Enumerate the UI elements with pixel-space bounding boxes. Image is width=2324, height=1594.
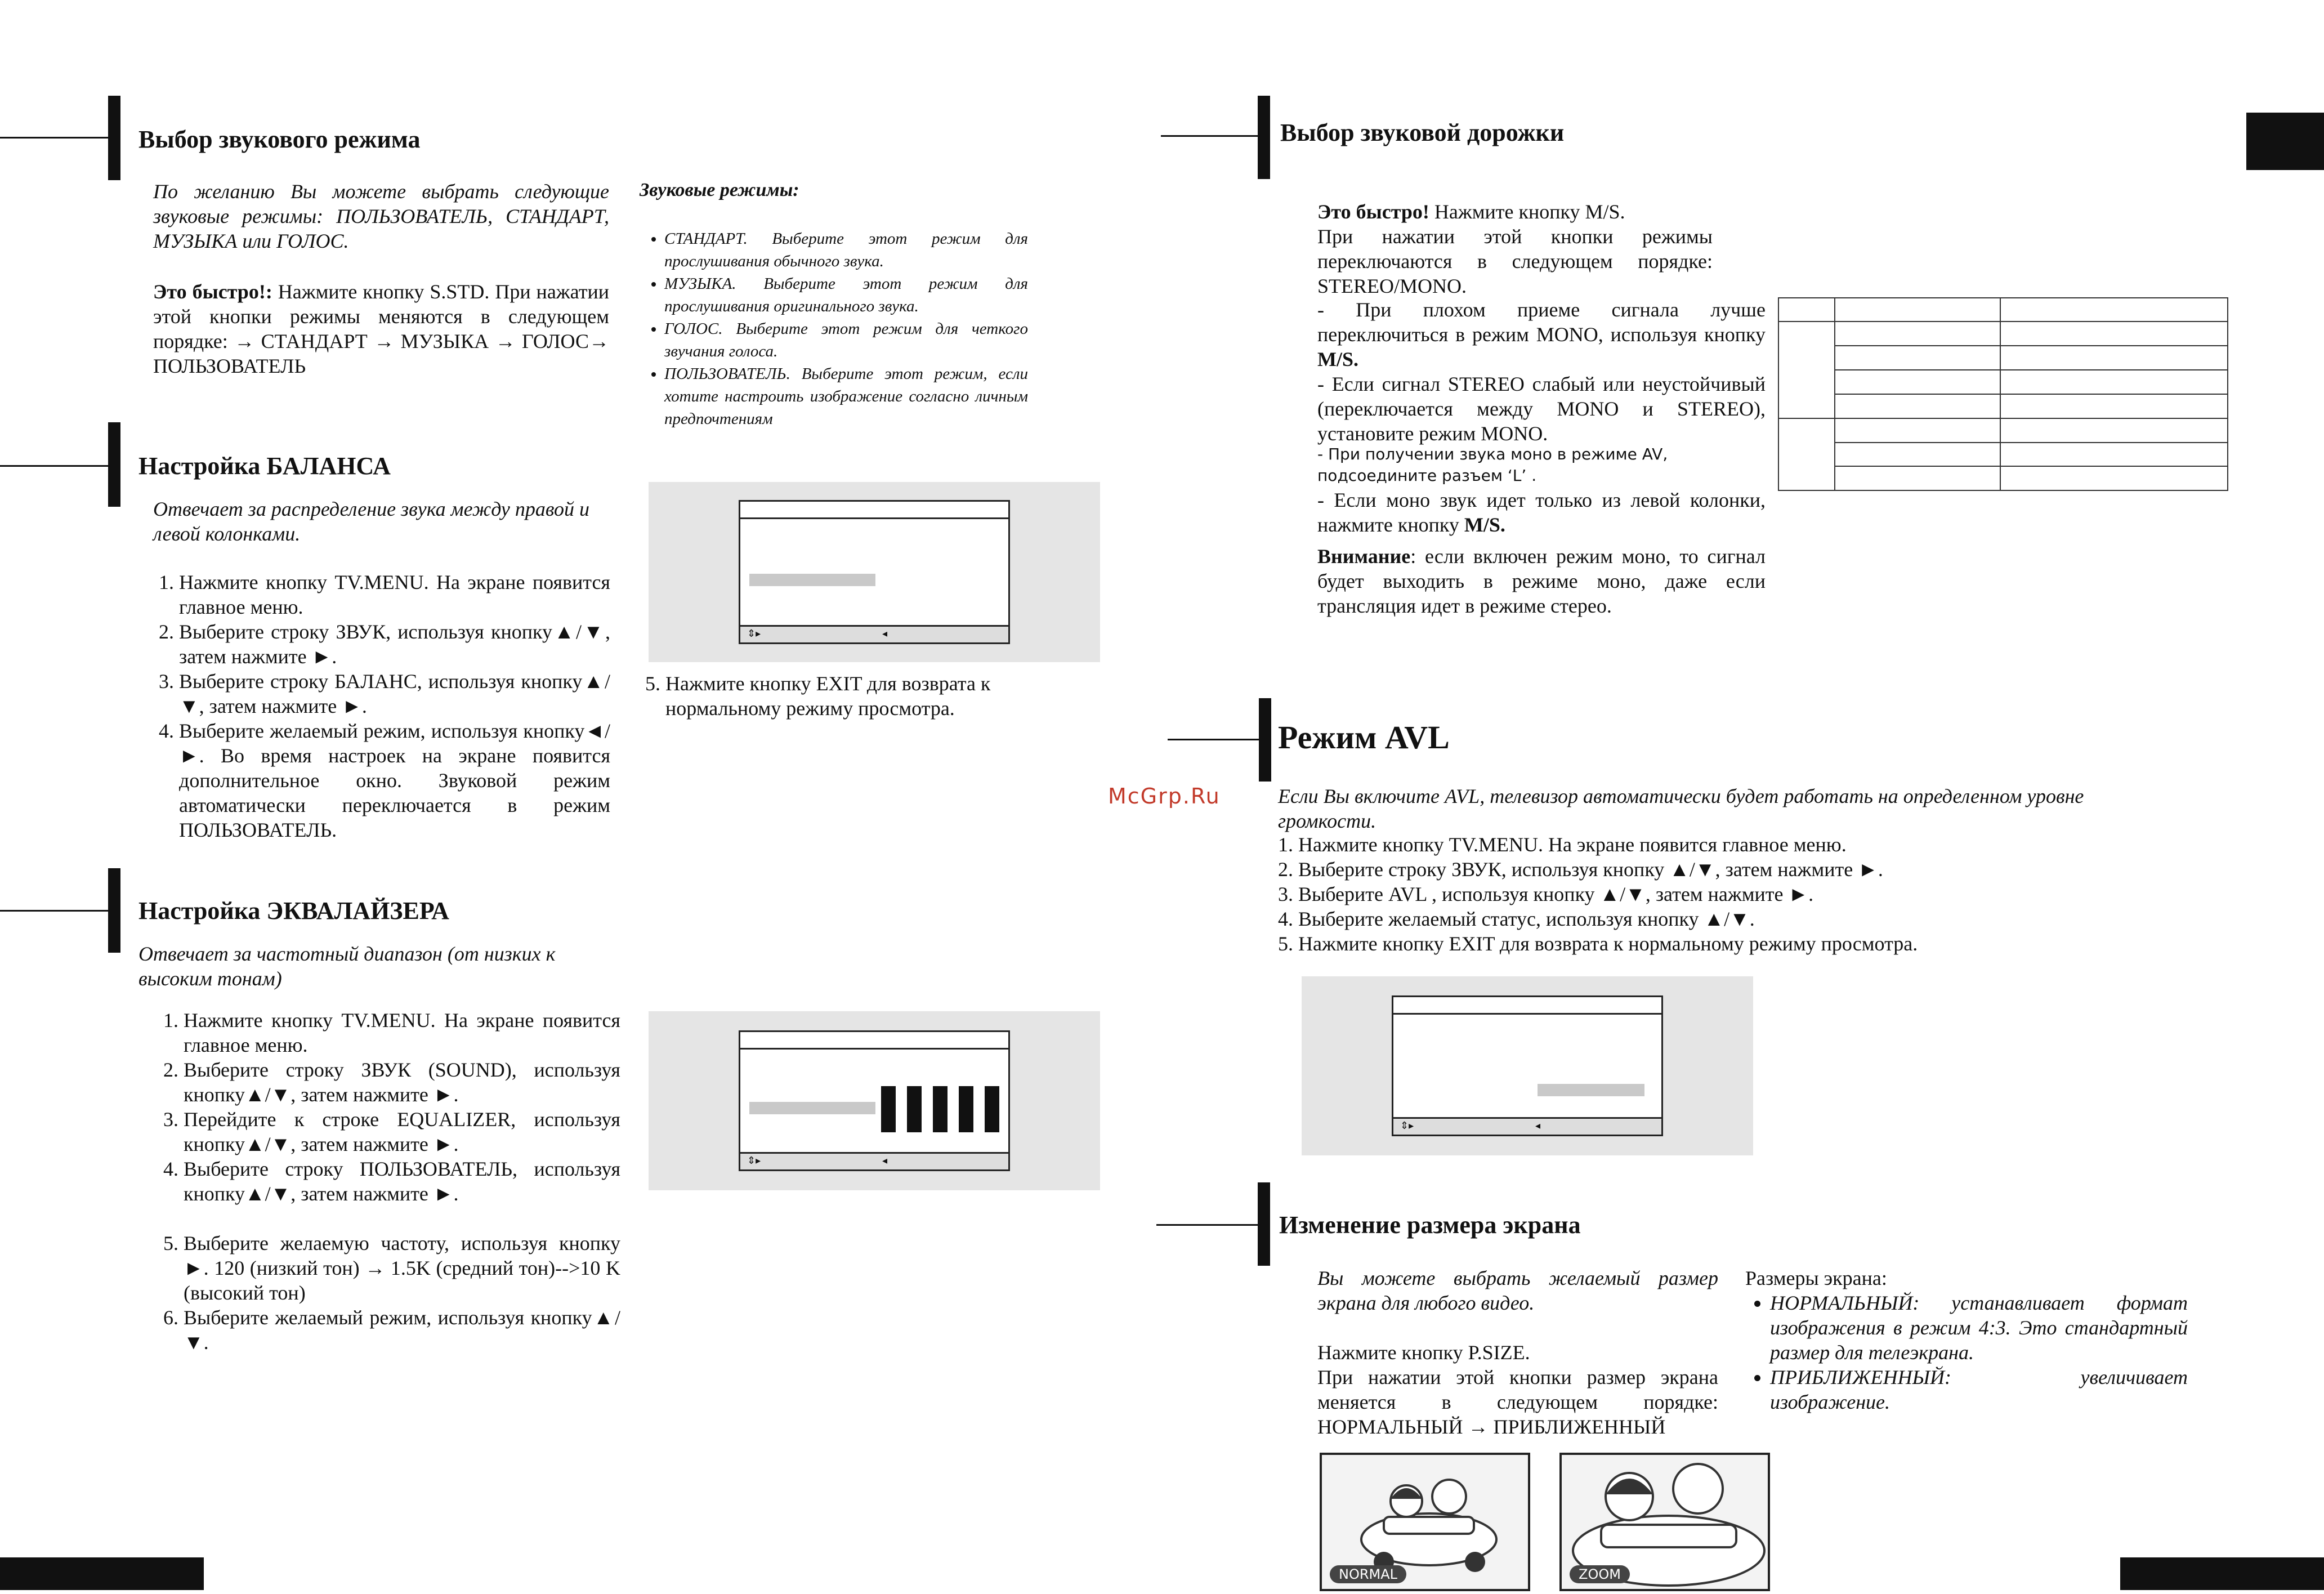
table-row xyxy=(1778,322,2228,346)
table-cell xyxy=(2000,346,2228,370)
note-text: : если включен режим моно, то сигнал будет выходить в режиме моно, даже если трансляция идет в режиме стерео. xyxy=(1317,545,1766,617)
normal-size-illustration xyxy=(1320,1453,1530,1591)
table-cell xyxy=(1835,443,2000,467)
list-item: 1. Нажмите кнопку TV.MENU. На экране появится главное меню. xyxy=(184,1008,620,1057)
heading-rule xyxy=(1156,1224,1260,1226)
table-row xyxy=(1778,346,2228,370)
list-item: 1. Нажмите кнопку TV.MENU. На экране появится главное меню. xyxy=(1278,833,1847,856)
heading-bar xyxy=(108,96,120,180)
osd-footer xyxy=(740,625,1008,642)
list-item: 4. Выберите строку ПОЛЬЗОВАТЕЛЬ, используя кнопку▲/▼, затем нажмите ►. xyxy=(184,1157,620,1206)
list-item: 3. Выберите строку БАЛАНС, используя кнопку▲/▼, затем нажмите ►. xyxy=(179,669,610,718)
list-item: 5. Нажмите кнопку EXIT для возврата к нормальному режиму просмотра. xyxy=(665,671,1045,721)
heading-bar xyxy=(1258,96,1270,179)
item-text: - При получении звука моно в режиме AV, xyxy=(1317,445,1668,463)
avl-intro: Если Вы включите AVL, телевизор автоматически будет работать на определенном уровне громкости. xyxy=(1278,785,2084,832)
quick-label: Это быстро! xyxy=(1317,200,1429,223)
list-item: 2. Выберите строку ЗВУК, используя кнопку▲/▼, затем нажмите ►. xyxy=(179,619,610,669)
osd-header xyxy=(740,502,1008,519)
osd-header xyxy=(740,1032,1008,1050)
track-item-1 xyxy=(1317,297,1766,372)
heading-bar xyxy=(108,868,120,953)
equalizer-title: Настройка ЭКВАЛАЙЗЕРА xyxy=(138,897,449,925)
note-label: Внимание xyxy=(1317,545,1411,568)
page-corner-tab xyxy=(2120,1557,2324,1590)
item-text: подсоедините разъем ‘L’ . xyxy=(1317,466,1537,485)
track-order: При нажатии этой кнопки режимы переключаются в следующем порядке: STEREO/MONO. xyxy=(1317,225,1713,297)
track-note xyxy=(1317,544,1766,618)
osd-left-icon: ◂ xyxy=(1535,1120,1541,1132)
osd-nav-icon: ⇕▸ xyxy=(747,628,761,640)
table-cell xyxy=(2000,322,2228,346)
table-cell xyxy=(2000,394,2228,418)
list-item: • ПРИБЛИЖЕННЫЙ: увеличивает изображение. xyxy=(1770,1365,2188,1414)
balance-intro: Отвечает за распределение звука между правой и левой колонками. xyxy=(153,498,590,545)
sound-mode-quick xyxy=(153,279,609,378)
list-item: 5. Выберите желаемую частоту, используя кнопку ►. 120 (низкий тон) → 1.5K (средний тон)-->10 K (высокий тон) xyxy=(184,1231,620,1305)
item-bold: M/S. xyxy=(1317,348,1359,370)
list-item: 5. Нажмите кнопку EXIT для возврата к нормальному режиму просмотра. xyxy=(1278,932,1918,955)
osd-screen xyxy=(739,500,1010,644)
item-bold: M/S. xyxy=(1464,514,1505,536)
list-item: 6. Выберите желаемый режим, используя кнопку▲/▼. xyxy=(184,1305,620,1355)
heading-bar xyxy=(1259,698,1271,782)
table-cell xyxy=(1778,322,1835,418)
heading-rule xyxy=(1168,739,1261,740)
balance-step5 xyxy=(640,671,1045,721)
heading-bar xyxy=(108,422,120,507)
table-cell xyxy=(1835,322,2000,346)
track-item-3 xyxy=(1317,444,1766,486)
table-cell xyxy=(1835,370,2000,394)
screen-size-intro: Вы можете выбрать желаемый размер экрана для любого видео. xyxy=(1317,1267,1718,1314)
table-row xyxy=(1778,394,2228,418)
osd-highlight-row xyxy=(749,1102,875,1114)
list-item: 3. Перейдите к строке EQUALIZER, используя кнопку▲/▼, затем нажмите ►. xyxy=(184,1107,620,1157)
table-cell xyxy=(1778,298,1835,322)
heading-rule xyxy=(0,137,110,139)
item-text: - При плохом приеме сигнала лучше переключиться в режим MONO, используя кнопку xyxy=(1317,298,1766,346)
list-item: 2. Выберите строку ЗВУК, используя кнопку ▲/▼, затем нажмите ►. xyxy=(1278,858,1883,881)
osd-highlight-row xyxy=(749,574,875,586)
table-row xyxy=(1778,298,2228,322)
modes-list xyxy=(640,227,1028,430)
quick-label: Это быстро!: xyxy=(153,280,272,303)
table-cell xyxy=(2000,466,2228,490)
avl-title: Режим AVL xyxy=(1278,719,1450,756)
zoom-label: ZOOM xyxy=(1570,1565,1630,1583)
heading-rule xyxy=(1161,135,1260,137)
page-corner-tab xyxy=(0,1557,204,1590)
list-item: • НОРМАЛЬНЫЙ: устанавливает формат изображения в режим 4:3. Это стандартный размер для телеэкрана. xyxy=(1770,1291,2188,1365)
eq-band-bar xyxy=(881,1086,896,1132)
modes-title: Звуковые режимы: xyxy=(640,180,799,200)
heading-rule xyxy=(0,465,110,467)
balance-title: Настройка БАЛАНСА xyxy=(138,452,391,480)
table-cell xyxy=(1835,394,2000,418)
table-cell xyxy=(1835,298,2000,322)
avl-steps xyxy=(1278,832,2145,956)
avl-osd-figure xyxy=(1302,976,1753,1155)
item-text: - Если моно звук идет только из левой колонки, нажмите кнопку xyxy=(1317,489,1766,536)
table-row xyxy=(1778,418,2228,443)
equalizer-osd-figure xyxy=(649,1011,1100,1190)
table-cell xyxy=(2000,418,2228,443)
osd-left-icon: ◂ xyxy=(882,1155,888,1167)
screen-size-title: Изменение размера экрана xyxy=(1279,1211,1581,1239)
track-title: Выбор звуковой дорожки xyxy=(1280,119,1565,146)
list-item: • ГОЛОС. Выберите этот режим для четкого звучания голоса. xyxy=(664,318,1028,363)
osd-screen xyxy=(1392,995,1663,1136)
track-item-2: - Если сигнал STEREO слабый или неустойчивый (переключается между MONO и STEREO), установите режим MONO. xyxy=(1317,373,1766,445)
eq-band-bar xyxy=(985,1086,999,1132)
list-item: • МУЗЫКА. Выберите этот режим для прослушивания оригинального звука. xyxy=(664,273,1028,318)
eq-band-bar xyxy=(959,1086,973,1132)
list-item: 4. Выберите желаемый режим, используя кнопку◄/►. Во время настроек на экране появится дополнительное окно. Звуковой режим автоматически переключается в режим ПОЛЬЗОВАТЕЛЬ. xyxy=(179,718,610,842)
table-row xyxy=(1778,466,2228,490)
table-cell xyxy=(1778,418,1835,490)
balance-osd-figure xyxy=(649,482,1100,662)
list-item: • ПОЛЬЗОВАТЕЛЬ. Выберите этот режим, если хотите настроить изображение согласно личным предпочтениям xyxy=(664,363,1028,430)
normal-label: NORMAL xyxy=(1330,1565,1406,1583)
osd-footer xyxy=(1393,1117,1661,1135)
list-item: 3. Выберите AVL , используя кнопку ▲/▼, затем нажмите ►. xyxy=(1278,883,1814,905)
sound-mode-intro: По желанию Вы можете выбрать следующие звуковые режимы: ПОЛЬЗОВАТЕЛЬ, СТАНДАРТ, МУЗЫКА или ГОЛОС. xyxy=(153,180,609,252)
table-row xyxy=(1778,443,2228,467)
list-item: 1. Нажмите кнопку TV.MENU. На экране появится главное меню. xyxy=(179,570,610,619)
eq-band-bar xyxy=(907,1086,922,1132)
eq-band-bar xyxy=(933,1086,948,1132)
sizes-list xyxy=(1745,1291,2188,1414)
osd-screen xyxy=(739,1030,1010,1171)
osd-footer xyxy=(740,1152,1008,1169)
equalizer-steps-b xyxy=(158,1231,620,1355)
quick-text: Нажмите кнопку S.STD. При нажатии этой кнопки режимы меняются в следующем порядке: → СТАНДАРТ → МУЗЫКА → ГОЛОС→ ПОЛЬЗОВАТЕЛЬ xyxy=(153,280,609,377)
mode-table xyxy=(1778,297,2228,491)
watermark: McGrp.Ru xyxy=(1108,784,1221,809)
equalizer-steps xyxy=(158,1008,620,1206)
osd-nav-icon: ⇕▸ xyxy=(1400,1120,1414,1132)
quick-text: Нажмите кнопку M/S. xyxy=(1429,200,1625,223)
heading-bar xyxy=(1258,1182,1270,1266)
table-cell xyxy=(2000,370,2228,394)
osd-header xyxy=(1393,997,1661,1015)
track-quick xyxy=(1317,199,1768,224)
osd-highlight-row xyxy=(1538,1084,1644,1096)
table-cell xyxy=(1835,346,2000,370)
track-item-4 xyxy=(1317,488,1766,537)
screen-size-order: При нажатии этой кнопки размер экрана меняется в следующем порядке: НОРМАЛЬНЫЙ → ПРИБЛИЖЕННЫЙ xyxy=(1317,1366,1718,1438)
osd-nav-icon: ⇕▸ xyxy=(747,1155,761,1167)
list-item: 4. Выберите желаемый статус, используя кнопку ▲/▼. xyxy=(1278,908,1755,930)
table-cell xyxy=(2000,298,2228,322)
equalizer-intro: Отвечает за частотный диапазон (от низких к высоким тонам) xyxy=(138,943,556,990)
sizes-title: Размеры экрана: xyxy=(1745,1267,1887,1289)
table-cell xyxy=(1835,418,2000,443)
table-cell xyxy=(1835,466,2000,490)
zoom-size-illustration xyxy=(1559,1453,1770,1591)
list-item: 2. Выберите строку ЗВУК (SOUND), используя кнопку▲/▼, затем нажмите ►. xyxy=(184,1057,620,1107)
table-row xyxy=(1778,370,2228,394)
osd-left-icon: ◂ xyxy=(882,628,888,640)
sound-mode-title: Выбор звукового режима xyxy=(138,126,421,153)
list-item: • СТАНДАРТ. Выберите этот режим для прослушивания обычного звука. xyxy=(664,227,1028,273)
balance-steps xyxy=(153,570,610,842)
screen-size-press: Нажмите кнопку P.SIZE. xyxy=(1317,1341,1530,1364)
heading-rule xyxy=(0,910,110,912)
page-corner-tab xyxy=(2246,113,2324,170)
table-cell xyxy=(2000,443,2228,467)
